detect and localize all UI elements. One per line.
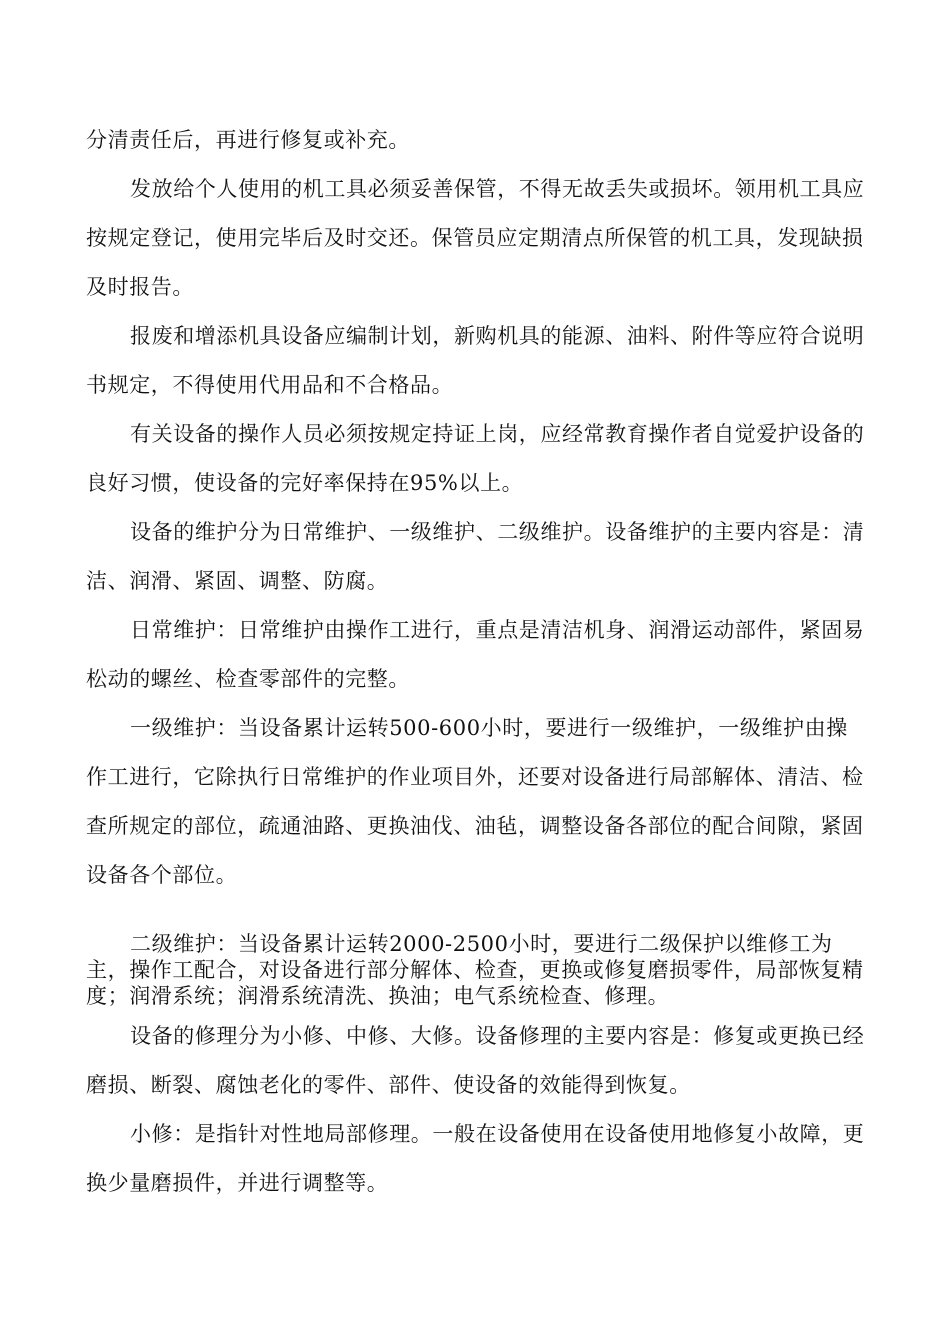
body-text-lower [86,1012,866,1208]
paragraph-continuation: 分清责任后，再进行修复或补充。 [86,128,410,152]
paragraph-second-level-maintenance: 二级维护：当设备累计运转2000-2500小时，要进行二级保护以维修工为主，操作工配合，对设备进行部分解体、检查，更换或修复磨损零件，局部恢复精度；润滑系统；润滑系统清洗、换油；电气系统检查、修理。 [86,932,864,1008]
paragraph-tool-custody: 发放给个人使用的机工具必须妥善保管，不得无故丢失或损坏。领用机工具应按规定登记，使用完毕后及时交还。保管员应定期清点所保管的机工具，发现缺损及时报告。 [86,177,865,299]
paragraph-operator-certification: 有关设备的操作人员必须按规定持证上岗，应经常教育操作者自觉爱护设备的良好习惯，使设备的完好率保持在95%以上。 [86,422,865,495]
body-text-compact [86,931,866,1009]
paragraph-equipment-scrap: 报废和增添机具设备应编制计划，新购机具的能源、油料、附件等应符合说明书规定，不得使用代用品和不合格品。 [86,324,865,397]
paragraph-minor-repair: 小修：是指针对性地局部修理。一般在设备使用在设备使用地修复小故障，更换少量磨损件，并进行调整等。 [86,1122,865,1195]
paragraph-repair-types: 设备的修理分为小修、中修、大修。设备修理的主要内容是：修复或更换已经磨损、断裂、腐蚀老化的零件、部件、使设备的效能得到恢复。 [86,1024,865,1097]
body-text-upper [86,116,866,900]
paragraph-maintenance-types: 设备的维护分为日常维护、一级维护、二级维护。设备维护的主要内容是：清洁、润滑、紧固、调整、防腐。 [86,520,865,593]
paragraph-first-level-maintenance: 一级维护：当设备累计运转500-600小时，要进行一级维护，一级维护由操作工进行，它除执行日常维护的作业项目外，还要对设备进行局部解体、清洁、检查所规定的部位，疏通油路、更换油伐、油毡，调整设备各部位的配合间隙，紧固设备各个部位。 [86,716,864,887]
paragraph-daily-maintenance: 日常维护：日常维护由操作工进行，重点是清洁机身、润滑运动部件，紧固易松动的螺丝、检查零部件的完整。 [86,618,865,691]
